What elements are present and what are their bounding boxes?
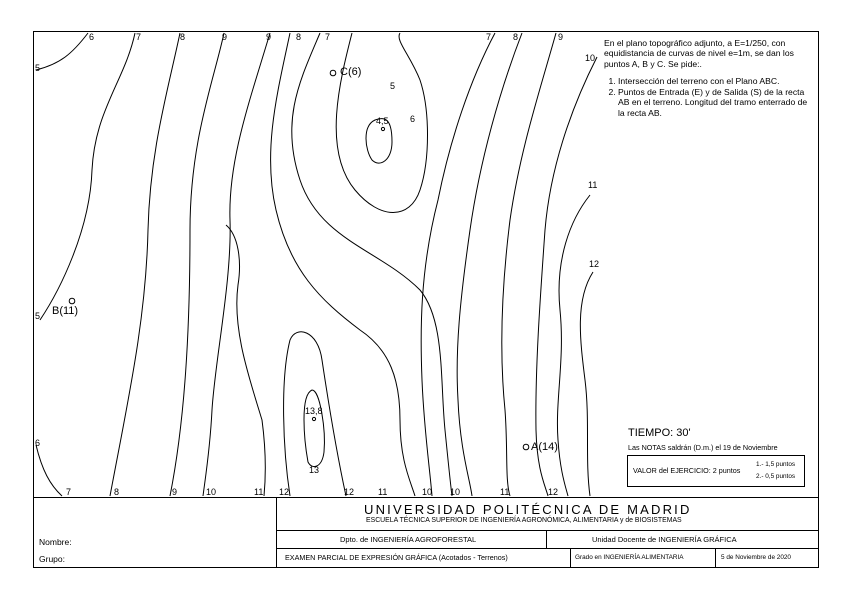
contour-label-right: 10 xyxy=(585,53,596,63)
contour-label-right: 12 xyxy=(589,259,600,269)
contour-label-right: 11 xyxy=(588,180,598,190)
contour-line xyxy=(457,33,522,496)
contour-label-bottom: 10 xyxy=(206,487,217,497)
contour-line xyxy=(421,33,495,496)
exam-cell: EXAMEN PARCIAL DE EXPRESIÓN GRÁFICA (Acotados - Terrenos) xyxy=(285,553,508,562)
summit-point-marker xyxy=(381,127,384,130)
contour-label-top: 8 xyxy=(513,32,519,42)
contour-line xyxy=(36,445,62,496)
contour-label-bottom: 12 xyxy=(344,487,355,497)
contour-line xyxy=(502,33,559,497)
statement-list xyxy=(604,76,816,118)
contour-label-top: 7 xyxy=(136,32,142,42)
statement-item: 2. Puntos de Entrada (E) y de Salida (S) de la recta AB en el terreno. Longitud del tramo enterrado de la recta AB. xyxy=(618,87,816,118)
valley-bottom-label: 13 xyxy=(309,465,320,475)
value-item-2: 2.- 0,5 puntos xyxy=(756,473,796,480)
summit-outer-label: 5 xyxy=(390,81,396,91)
notes-date: Las NOTAS saldrán (D.m.) el 19 de Noviembre xyxy=(628,443,778,452)
contour-label-bottom: 12 xyxy=(279,487,290,497)
contour-label-top: 9 xyxy=(266,32,272,42)
unit-cell: Unidad Docente de INGENIERÍA GRÁFICA xyxy=(592,535,737,544)
contour-line xyxy=(203,33,270,496)
point-a-marker xyxy=(523,444,529,450)
contour-label-bottom: 12 xyxy=(548,487,559,497)
point-b-label: B(11) xyxy=(52,305,79,317)
group-label: Grupo: xyxy=(39,554,65,564)
contour-line xyxy=(110,33,180,496)
contour-label-top: 9 xyxy=(222,32,228,42)
value-label: VALOR del EJERCICIO: 2 puntos xyxy=(633,466,741,475)
valley-point-marker xyxy=(312,417,315,420)
contour-label-top: 8 xyxy=(296,32,302,42)
degree-cell: Grado en INGENIERÍA ALIMENTARIA xyxy=(575,554,684,561)
department-cell: Dpto. de INGENIERÍA AGROFORESTAL xyxy=(340,535,477,544)
contour-label-top: 6 xyxy=(89,32,95,42)
contour-line xyxy=(292,33,452,496)
valley-point-label: 13,8 xyxy=(305,406,323,416)
contour-line xyxy=(36,33,88,70)
date-cell: 5 de Noviembre de 2020 xyxy=(721,554,791,561)
problem-statement xyxy=(604,38,816,119)
statement-intro: En el plano topográfico adjunto, a E=1/250, con equidistancia de curvas de nivel e=1m, se dan los puntos A, B y C. Se pide:. xyxy=(604,38,794,69)
contour-line xyxy=(226,225,265,496)
contour-line xyxy=(170,33,224,496)
contour-label-bottom: 9 xyxy=(172,487,178,497)
summit-inner-label: 6 xyxy=(410,114,416,124)
contour-line xyxy=(580,272,593,496)
contour-label-bottom: 10 xyxy=(450,487,461,497)
point-a-label: A(14) xyxy=(531,441,558,453)
contour-label-left: 5 xyxy=(35,63,41,73)
contour-label-bottom: 11 xyxy=(254,487,264,497)
contour-label-bottom: 11 xyxy=(500,487,510,497)
contour-label-top: 7 xyxy=(325,32,331,42)
value-item-1: 1.- 1,5 puntos xyxy=(756,461,796,468)
contour-label-bottom: 8 xyxy=(114,487,120,497)
contour-label-bottom: 11 xyxy=(378,487,388,497)
point-b-marker xyxy=(69,298,75,304)
statement-item: 1. Intersección del terreno con el Plano ABC. xyxy=(618,76,816,86)
time-label: TIEMPO: 30' xyxy=(628,427,691,439)
contour-label-left: 5 xyxy=(35,311,41,321)
contour-label-top: 7 xyxy=(486,32,492,42)
contour-label-top: 8 xyxy=(180,32,186,42)
point-c-marker xyxy=(330,70,336,76)
name-label: Nombre: xyxy=(39,537,72,547)
summit-point-label: 4,5 xyxy=(376,116,389,126)
contour-label-top: 9 xyxy=(558,32,564,42)
contour-label-left: 6 xyxy=(35,438,41,448)
contour-line xyxy=(557,195,590,496)
contour-line xyxy=(304,390,324,467)
contour-label-bottom: 7 xyxy=(66,487,72,497)
school-name: ESCUELA TÉCNICA SUPERIOR DE INGENIERÍA AGRONÓMICA, ALIMENTARIA y de BIOSISTEMAS xyxy=(366,517,682,524)
point-c-label: C(6) xyxy=(340,66,362,78)
contour-line xyxy=(271,33,415,496)
university-name: UNIVERSIDAD POLITÉCNICA DE MADRID xyxy=(364,502,692,517)
contour-label-bottom: 10 xyxy=(422,487,433,497)
contour-line xyxy=(40,33,135,320)
